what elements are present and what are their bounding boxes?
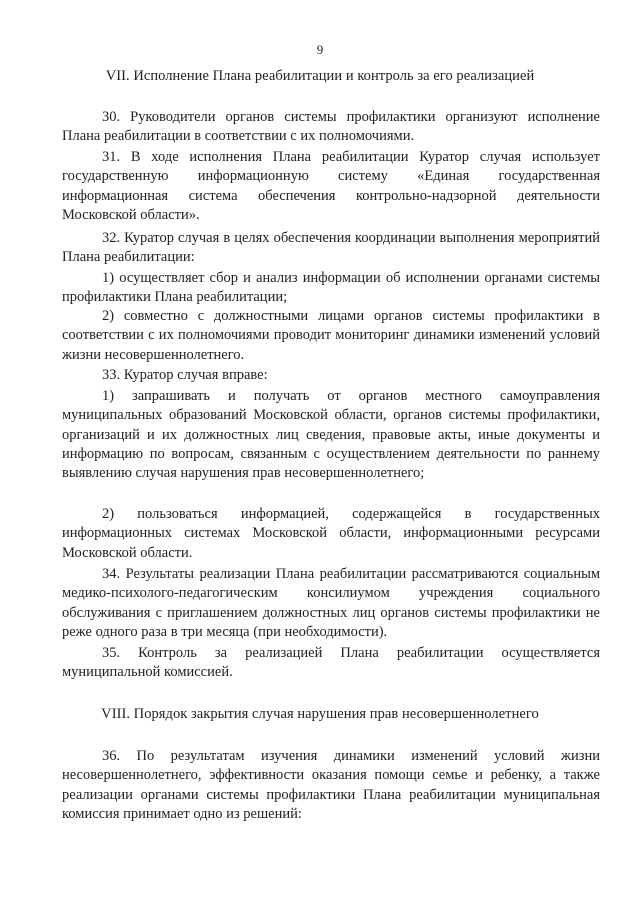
paragraph-31: 31. В ходе исполнения Плана реабилитации Куратор случая использует государственную информационную систему «Единая государственная информационная система обеспечения контрольно-надзорной деятельности Московской области». [62, 149, 600, 223]
paragraph-32: 32. Куратор случая в целях обеспечения координации выполнения мероприятий Плана реабилитации: [62, 230, 600, 266]
page-number: 9 [316, 42, 324, 57]
paragraph-33-item-1: 1) запрашивать и получать от органов местного самоуправления муниципальных образований Московской области, органов системы профилактики, организаций и их должностных лиц сведения, правовые акты, иные документы и информацию по вопросам, связанным с осуществлением деятельности по раннему выявлению случая нарушения прав несовершеннолетнего; [62, 388, 600, 482]
paragraph-36: 36. По результатам изучения динамики изменений условий жизни несовершеннолетнего, эффективности оказания помощи семье и ребенку, а также реализации органами системы профилактики Плана реабилитации муниципальная комиссия принимает одно из решений: [62, 748, 600, 822]
paragraph-33-item-2: 2) пользоваться информацией, содержащейся в государственных информационных системах Московской области, информационными ресурсами Московской области. [62, 506, 600, 561]
paragraph-35: 35. Контроль за реализацией Плана реабилитации осуществляется муниципальной комиссией. [62, 645, 600, 681]
paragraph-32-item-1: 1) осуществляет сбор и анализ информации об исполнении органами системы профилактики Плана реабилитации; [62, 270, 600, 306]
paragraph-32-item-2: 2) совместно с должностными лицами органов системы профилактики в соответствии с их полномочиями проводит мониторинг динамики изменений условий жизни несовершеннолетнего. [62, 308, 600, 363]
paragraph-34: 34. Результаты реализации Плана реабилитации рассматриваются социальным медико-психолого-педагогическим консилиумом учреждения социального обслуживания с приглашением должностных лиц органов системы профилактики не реже одного раза в три месяца (при необходимости). [62, 566, 600, 640]
paragraph-33: 33. Куратор случая вправе: [102, 367, 268, 383]
section-8-heading: VIII. Порядок закрытия случая нарушения прав несовершеннолетнего [101, 706, 539, 722]
paragraph-30: 30. Руководители органов системы профилактики организуют исполнение Плана реабилитации в соответствии с их полномочиями. [62, 109, 600, 145]
section-7-heading: VII. Исполнение Плана реабилитации и контроль за его реализацией [105, 68, 535, 84]
